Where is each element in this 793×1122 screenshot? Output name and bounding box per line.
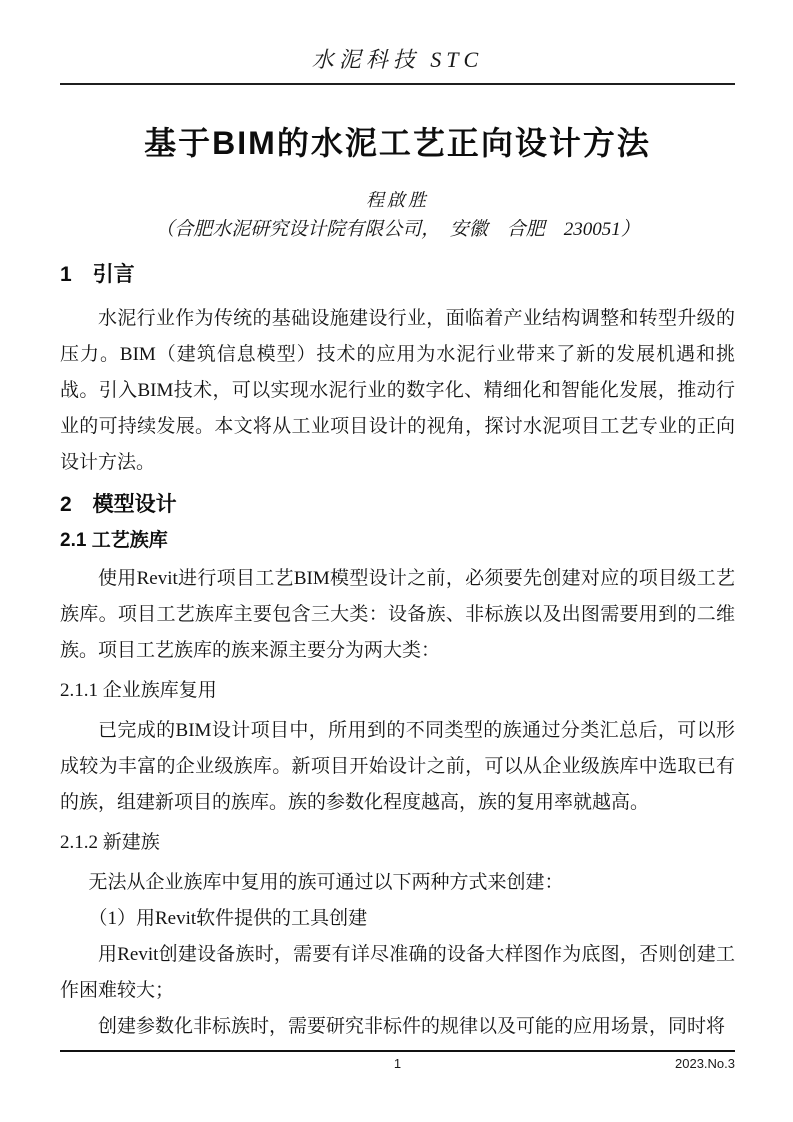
list-item-1-revit-tools: （1）用Revit软件提供的工具创建 — [88, 908, 368, 929]
paragraph-parametric-nonstandard-family: 创建参数化非标族时，需要研究非标件的规律以及可能的应用场景，同时将 — [98, 1016, 726, 1037]
paragraph-family-library: 使用Revit进行项目工艺BIM模型设计之前，必须要先创建对应的项目级工艺族库。项目工艺族库主要包含三大类：设备族、非标族以及出图需要用到的二维族。项目工艺族库的族来源主要分为两大类： — [60, 568, 735, 661]
section-heading-1-introduction: 1 引言 — [60, 263, 135, 286]
section-heading-2-model-design: 2 模型设计 — [60, 493, 177, 516]
article-title: 基于BIM的水泥工艺正向设计方法 — [144, 125, 651, 161]
subsection-heading-2-1-family-library: 2.1 工艺族库 — [60, 530, 168, 551]
page-footer — [60, 1050, 735, 1076]
paragraph-equipment-family: 用Revit创建设备族时，需要有详尽准确的设备大样图作为底图，否则创建工作困难较大； — [60, 944, 735, 1001]
author-name: 程啟胜 — [366, 190, 429, 210]
author-affiliation: （合肥水泥研究设计院有限公司， 安徽 合肥 230051） — [155, 219, 640, 240]
page-number: 1 — [393, 1056, 402, 1071]
header-rule — [60, 83, 735, 85]
subsubsection-heading-2-1-1-enterprise-library-reuse: 2.1.1 企业族库复用 — [60, 680, 217, 701]
issue-number: 2023.No.3 — [675, 1056, 735, 1071]
subsubsection-heading-2-1-2-new-family: 2.1.2 新建族 — [60, 832, 160, 853]
paragraph-enterprise-library-reuse: 已完成的BIM设计项目中，所用到的不同类型的族通过分类汇总后，可以形成较为丰富的企业级族库。新项目开始设计之前，可以从企业级族库中选取已有的族，组建新项目的族库。族的参数化程度越高，族的复用率就越高。 — [60, 720, 735, 813]
journal-running-head: 水泥科技 STC — [311, 47, 484, 72]
paragraph-new-family-intro: 无法从企业族库中复用的族可通过以下两种方式来创建： — [88, 872, 564, 893]
paragraph-introduction: 水泥行业作为传统的基础设施建设行业，面临着产业结构调整和转型升级的压力。BIM（建筑信息模型）技术的应用为水泥行业带来了新的发展机遇和挑战。引入BIM技术，可以实现水泥行业的数字化、精细化和智能化发展，推动行业的可持续发展。本文将从工业项目设计的视角，探讨水泥项目工艺专业的正向设计方法。 — [60, 308, 735, 473]
